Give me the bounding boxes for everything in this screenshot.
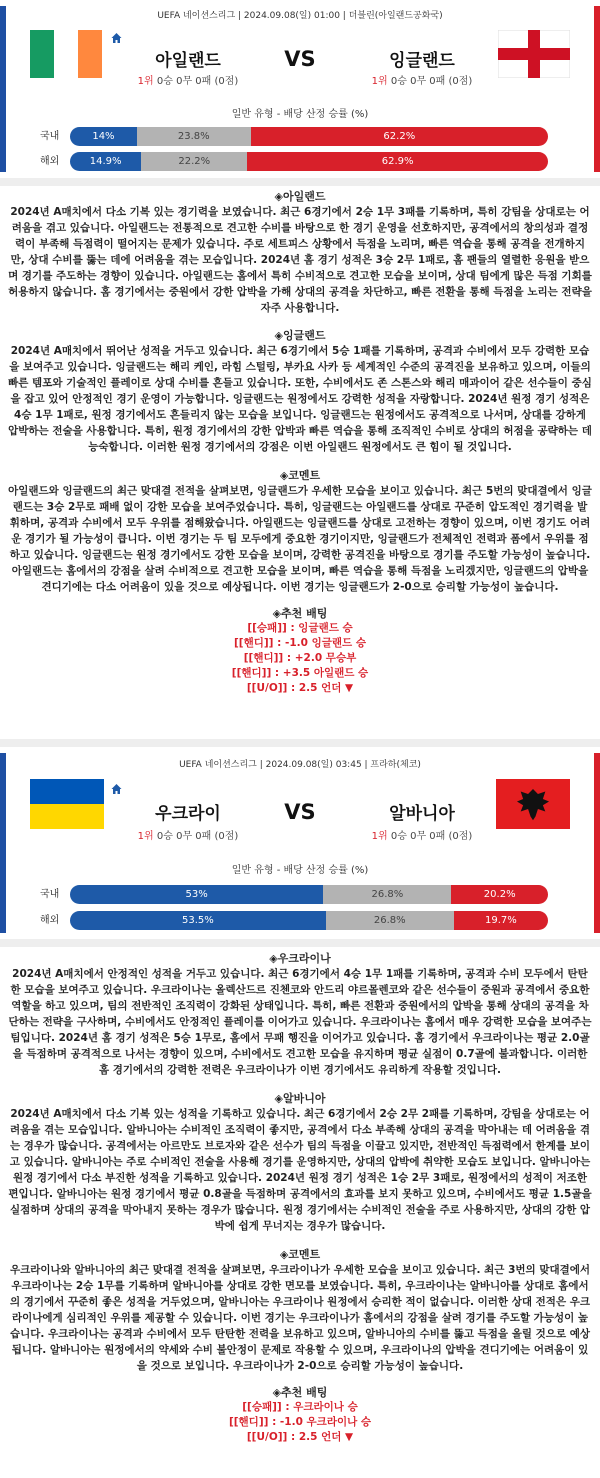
recommended-bets [8, 1386, 592, 1445]
section-body: 2024년 A매치에서 뛰어난 성적을 거두고 있습니다. 최근 6경기에서 5승 1패를 기록하며, 공격과 수비에서 모두 강력한 모습을 보여주고 있습니다. 잉글랜드는 해리 케인, 라힘 스털링, 부카요 사카 등 세계적인 수준의 공격진을 보유하고 있으며, 이들의 빠른 템포와 기술적인 플레이로 상대 수비를 흔들고 있습니다. 또한, 수비에서도 존 스톤스와 해리 매과이어 같은 선수들이 중심을 잡고 있어 안정적인 경기 운영이 가능합니다. 잉글랜드는 원정에서도 강력한 성적을 자랑합니다. 2024년 원정 경기 성적은 4승 1무 1패로, 원정 경기에서도 흔들리지 않는 모습을 보입니다. 잉글랜드는 원정에서도 공격적으로 나서며, 상대를 강하게 압박하는 전술을 사용합니다. 특히, 원정 경기에서의 강한 압박과 빠른 역습을 통해 조직적인 수비로 상대의 허점을 공략하는 데 능숙합니다. 이러한 원정 경기에서의 강점은 이번 아일랜드 원정에서도 큰 힘이 될 것입니다. [8, 345, 592, 453]
home-team-rank: 1위 [137, 76, 154, 87]
section-heading: ◈코멘트 [279, 469, 321, 482]
odds-row-domestic [0, 127, 600, 146]
home-team-record [118, 72, 258, 87]
bet-pick: [[핸디]] : +2.0 무승부 [243, 652, 357, 664]
away-team-analysis [8, 329, 592, 455]
home-icon [110, 783, 123, 795]
draw-probability: 26.8% [326, 911, 454, 930]
bet-pick: [[U/O]] : 2.5 언더 ▼ [246, 682, 354, 694]
section-heading: ◈알바니아 [274, 1092, 326, 1105]
recommended-bets [8, 607, 592, 696]
vs-label: VS [284, 47, 316, 71]
section-heading: ◈아일랜드 [274, 190, 326, 203]
loss-probability: 19.7% [454, 911, 548, 930]
away-team-standing: 0승 0무 0패 (0점) [390, 76, 473, 87]
away-team-record [352, 827, 492, 842]
home-team-record [118, 827, 258, 842]
away-accent-bar [594, 753, 600, 933]
away-team-name: 잉글랜드 [389, 51, 455, 71]
draw-probability: 26.8% [323, 885, 451, 904]
odds-bar [70, 911, 548, 930]
away-team-record [352, 72, 492, 87]
away-team-rank: 1위 [371, 76, 388, 87]
win-probability: 14.9% [70, 152, 141, 171]
match-analysis [0, 186, 600, 739]
home-icon [110, 32, 123, 44]
odds-row-domestic [0, 885, 600, 904]
draw-probability: 22.2% [141, 152, 247, 171]
away-team-name: 알바니아 [389, 804, 455, 824]
home-team-standing: 0승 0무 0패 (0점) [156, 76, 239, 87]
loss-probability: 20.2% [451, 885, 548, 904]
away-team-analysis [8, 1092, 592, 1234]
section-heading: ◈추천 배팅 [272, 607, 328, 620]
home-accent-bar [0, 753, 6, 933]
section-body: 2024년 A매치에서 안정적인 성적을 거두고 있습니다. 최근 6경기에서 4승 1무 1패를 기록하며, 공격과 수비 모두에서 탄탄한 모습을 보여주고 있습니다. 우크라이나는 올렉산드르 진첸코와 안드리 야르몰렌코와 같은 선수들이 중원과 공격에서 중요한 역할을 하고 있으며, 팀의 전반적인 조직력이 강화된 상태입니다. 특히, 빠른 전환과 중원에서의 압박을 통해 상대의 공격을 차단하는 전략을 구사하며, 수비에서도 안정적인 플레이를 이어가고 있습니다. 우크라이나는 홈에서 매우 강력한 모습을 보여주는 팀입니다. 2024년 홈 경기 성적은 5승 1무로, 홈에서 무패 행진을 이어가고 있습니다. 홈 경기에서 우크라이나는 평균 2.0골을 득점하며 공격적으로 나서는 경향이 있으며, 수비에서도 견고한 모습을 유지하며 평균 실점이 0.7골에 불과합니다. 이러한 홈 경기에서의 강력한 전력은 우크라이나가 이번 경기에서도 유리하게 작용할 것입니다. [8, 968, 592, 1076]
section-heading: ◈잉글랜드 [274, 329, 326, 342]
comment-section [8, 469, 592, 595]
match-card [0, 0, 600, 178]
section-body: 우크라이나와 알바니아의 최근 맞대결 전적을 살펴보면, 우크라이나가 우세한 모습을 보이고 있습니다. 최근 3번의 맞대결에서 우크라이나는 2승 1무를 기록하며 알바니아를 상대로 강한 면모를 보였습니다. 특히, 우크라이나는 알바니아를 상대로 홈에서의 경기에서 꾸준히 좋은 성적을 거두었으며, 알바니아는 우크라이나 원정에서 승리한 적이 없습니다. 이러한 상대 전적은 우크라이나에게 심리적인 우위를 제공할 수 있습니다. 이번 경기는 우크라이나가 홈에서의 강점을 살려 경기를 주도할 가능성이 높습니다. 우크라이나는 공격과 수비에서 모두 탄탄한 전력을 보유하고 있으며, 알바니아의 수비를 뚫고 득점을 올릴 것으로 예상됩니다. 알바니아는 원정에서의 약세와 수비 불안정이 문제로 작용할 수 있으며, 우크라이나의 압박을 견디기에는 어려움이 있을 것으로 보입니다. 우크라이나가 2-0으로 승리할 가능성이 높습니다. [9, 1264, 591, 1372]
albania-flag-icon [496, 779, 570, 829]
comment-section [8, 1248, 592, 1374]
home-team-rank: 1위 [137, 831, 154, 842]
odds-title: 일반 유형 - 배당 산정 승률 (%) [231, 865, 369, 876]
odds-row-overseas [0, 152, 600, 171]
home-team-standing: 0승 0무 0패 (0점) [156, 831, 239, 842]
section-body: 아일랜드와 잉글랜드의 최근 맞대결 전적을 살펴보면, 잉글랜드가 우세한 모습을 보이고 있습니다. 최근 5번의 맞대결에서 잉글랜드는 3승 2무로 패배 없이 강한 모습을 보여주었습니다. 특히, 잉글랜드는 아일랜드를 상대로 꾸준히 압도적인 경기력을 발휘하며, 공격과 수비에서 모두 우위를 점해왔습니다. 아일랜드는 잉글랜드를 상대로 고전하는 경향이 있으며, 이번 경기도 어려운 경기가 될 가능성이 큽니다. 이번 경기는 두 팀 모두에게 중요한 경기이지만, 잉글랜드가 전체적인 전력과 폼에서 우위를 점하고 있습니다. 잉글랜드는 원정 경기에서도 강한 모습을 보이며, 강력한 공격진을 바탕으로 경기를 주도할 가능성이 높습니다. 아일랜드는 홈에서의 강점을 살려 수비적으로 견고한 모습을 보이며, 빠른 역습을 통해 득점을 노리겠지만, 잉글랜드의 압박을 견디기에는 다소 어려움이 있을 것으로 예상됩니다. 이번 경기는 잉글랜드가 2-0으로 승리할 가능성이 높습니다. [8, 485, 592, 593]
away-team-rank: 1위 [371, 831, 388, 842]
section-body: 2024년 A매치에서 다소 기복 있는 성적을 기록하고 있습니다. 최근 6경기에서 2승 2무 2패를 기록하며, 강팀을 상대로는 어려움을 겪는 모습입니다. 알바니아는 수비적인 조직력이 좋지만, 공격에서 다소 부족해 상대의 공격을 막아내는 데 어려움을 겪는 경우가 많습니다. 공격에서는 아르만도 브로자와 같은 선수가 팀의 득점을 이끌고 있지만, 전반적인 득점력에서 한계를 보이고 있습니다. 알바니아는 주로 수비적인 전술을 사용해 경기를 운영하지만, 상대의 압박에 취약한 모습도 보입니다. 알바니아는 원정 경기에서 다소 부진한 성적을 기록하고 있습니다. 2024년 원정 경기 성적은 1승 2무 3패로, 원정에서의 성적이 저조한 편입니다. 알바니아는 원정 경기에서 평균 0.8골을 득점하며 공격에서의 효과를 보지 못하고 있으며, 수비에서도 평균 1.5골을 실점하며 상대의 공격을 막아내지 못하는 경우가 많습니다. 원정 경기에서는 수비적인 전술을 주로 사용하지만, 상대의 강한 압박에 쉽게 무너지는 경우가 많습니다. [8, 1108, 592, 1232]
home-team-analysis [8, 190, 592, 316]
match-analysis [0, 947, 600, 1478]
win-probability: 14% [70, 127, 137, 146]
bet-pick: [[핸디]] : -1.0 잉글랜드 승 [234, 637, 366, 649]
section-heading: ◈우크라이나 [269, 952, 331, 965]
section-body: 2024년 A매치에서 다소 기복 있는 경기력을 보였습니다. 최근 6경기에서 2승 1무 3패를 기록하며, 특히 강팀을 상대로는 어려움을 겪고 있습니다. 아일랜드는 전통적으로 견고한 수비를 바탕으로 한 경기 운영을 선호하지만, 공격에서의 창의성과 결정력이 부족해 득점력이 떨어지는 문제가 있습니다. 주로 세트피스 상황에서 득점을 노리며, 빠른 역습을 통해 공격을 전개하지만, 상대 수비를 뚫는 데에 어려움을 겪는 모습입니다. 2024년 홈 경기 성적은 3승 2무 1패로, 홈 팬들의 열렬한 응원을 받으며 경기를 주도하는 경향이 있습니다. 아일랜드는 홈에서 특히 수비적으로 견고한 모습을 보이며, 상대 팀에게 많은 득점 기회를 허용하지 않습니다. 홈 경기에서는 중원에서 강한 압박을 가해 상대의 공격을 차단하고, 빠른 전환을 통해 득점을 노리는 전략을 자주 사용합니다. [8, 206, 592, 314]
bet-pick: [[U/O]] : 2.5 언더 ▼ [246, 1431, 354, 1443]
match-card [0, 747, 600, 939]
match-info-header: UEFA 네이션스리그 | 2024.09.08(일) 01:00 | 더블린(아일랜드공화국) [157, 11, 443, 21]
bet-pick: [[핸디]] : +3.5 아일랜드 승 [231, 667, 369, 679]
odds-title: 일반 유형 - 배당 산정 승률 (%) [231, 109, 369, 120]
odds-bar [70, 152, 548, 171]
home-team-name: 우크라이 [155, 804, 221, 824]
home-accent-bar [0, 6, 6, 172]
bet-pick: [[승패]] : 우크라이나 승 [242, 1401, 358, 1413]
win-probability: 53.5% [70, 911, 326, 930]
home-team-name: 아일랜드 [155, 51, 221, 71]
loss-probability: 62.9% [247, 152, 548, 171]
home-team-analysis [8, 952, 592, 1078]
bet-pick: [[승패]] : 잉글랜드 승 [247, 622, 353, 634]
odds-row-label: 해외 [40, 915, 60, 926]
section-heading: ◈추천 배팅 [272, 1386, 328, 1399]
divider [0, 178, 600, 186]
odds-row-label: 해외 [40, 156, 60, 167]
divider [0, 939, 600, 947]
section-heading: ◈코멘트 [279, 1248, 321, 1261]
odds-bar [70, 885, 548, 904]
match-info-header: UEFA 네이션스리그 | 2024.09.08(일) 03:45 | 프라하(체코) [179, 760, 421, 770]
bet-pick: [[핸디]] : -1.0 우크라이나 승 [228, 1416, 372, 1428]
odds-row-overseas [0, 911, 600, 930]
loss-probability: 62.2% [251, 127, 548, 146]
odds-row-label: 국내 [40, 131, 60, 142]
england-flag-icon [498, 30, 570, 78]
win-probability: 53% [70, 885, 323, 904]
vs-label: VS [284, 800, 316, 824]
odds-bar [70, 127, 548, 146]
away-team-standing: 0승 0무 0패 (0점) [390, 831, 473, 842]
divider [0, 739, 600, 747]
away-accent-bar [594, 6, 600, 172]
odds-row-label: 국내 [40, 889, 60, 900]
draw-probability: 23.8% [137, 127, 251, 146]
